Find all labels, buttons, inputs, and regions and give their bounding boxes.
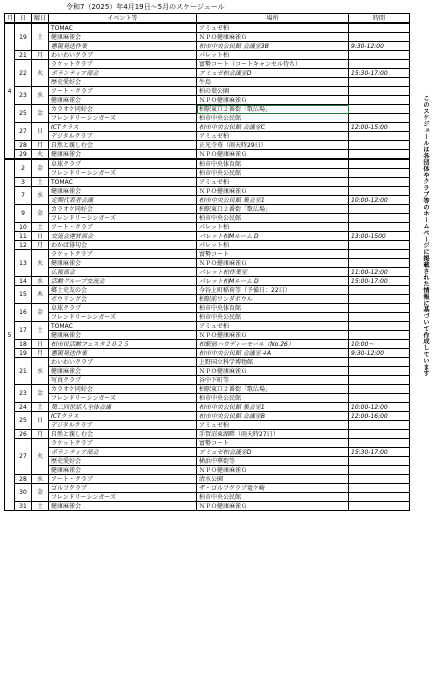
event-cell[interactable]: わかば俳句会 xyxy=(49,241,197,250)
place-cell[interactable]: アミュゼ柏 xyxy=(197,23,349,33)
header-weekday: 曜日 xyxy=(32,14,49,24)
event-cell[interactable]: フレンドリーシンガーズ xyxy=(49,214,197,223)
event-cell[interactable]: ゴルフクラブ xyxy=(49,484,197,493)
time-cell[interactable] xyxy=(349,304,410,313)
place-cell[interactable]: 柏の葉公園 xyxy=(197,87,349,96)
table-row xyxy=(5,421,410,430)
place-cell[interactable]: 今谷上町稲荷等（予備日：22日） xyxy=(197,286,349,295)
table-row xyxy=(5,141,410,150)
weekday-cell: 金 xyxy=(32,159,49,178)
event-cell[interactable]: フレンドリーシンガーズ xyxy=(49,169,197,178)
time-cell[interactable] xyxy=(349,466,410,475)
event-cell[interactable]: 健康麻雀会 xyxy=(49,150,197,160)
time-cell[interactable]: 10:00～ xyxy=(349,340,410,349)
place-cell[interactable]: 柏駅東口２番街「歌広場」 xyxy=(197,205,349,214)
event-cell[interactable]: 健康麻雀会 xyxy=(49,187,197,196)
place-cell[interactable]: 清水公園 xyxy=(197,475,349,484)
place-cell[interactable]: 柏駅前ハウディーモール（No.26） xyxy=(197,340,349,349)
day-cell: 7 xyxy=(15,187,32,205)
place-cell[interactable]: ＮＰＯ健康麻雀Ｇ xyxy=(197,96,349,105)
event-cell[interactable]: 歴史愛好会 xyxy=(49,78,197,87)
place-cell[interactable]: ＮＰＯ健康麻雀Ｇ xyxy=(197,466,349,475)
time-cell[interactable] xyxy=(349,223,410,232)
month-cell: 5 xyxy=(5,159,15,511)
weekday-cell: 水 xyxy=(32,358,49,385)
place-cell[interactable]: 柏市中央公民館 xyxy=(197,493,349,502)
event-cell[interactable]: 写真クラブ xyxy=(49,376,197,385)
table-row xyxy=(5,475,410,484)
time-cell[interactable]: 15:00-17:00 xyxy=(349,277,410,286)
event-cell[interactable]: ICTクラス xyxy=(49,123,197,132)
weekday-cell: 月 xyxy=(32,51,49,60)
weekday-cell: 月 xyxy=(32,349,49,358)
table-row xyxy=(5,132,410,141)
day-cell: 22 xyxy=(15,60,32,87)
weekday-cell: 土 xyxy=(32,403,49,412)
place-cell[interactable]: アミュゼ柏 xyxy=(197,421,349,430)
day-cell: 31 xyxy=(15,502,32,511)
place-cell[interactable]: ザ・ゴルフクラブ竜ケ崎 xyxy=(197,484,349,493)
event-cell[interactable]: ICTクラス xyxy=(49,412,197,421)
day-cell: 15 xyxy=(15,286,32,304)
table-row xyxy=(5,205,410,214)
table-row xyxy=(5,96,410,105)
place-cell[interactable]: 正光寺苺（雨天時29日） xyxy=(197,141,349,150)
event-cell[interactable]: フレンドリーシンガーズ xyxy=(49,394,197,403)
time-cell[interactable] xyxy=(349,33,410,42)
weekday-cell: 火 xyxy=(32,60,49,87)
header-row xyxy=(5,14,410,24)
time-cell[interactable] xyxy=(349,187,410,196)
event-cell[interactable]: 活動グループ交流会 xyxy=(49,277,197,286)
place-cell[interactable]: 柏駅前ワンダボウル xyxy=(197,295,349,304)
weekday-cell: 金 xyxy=(32,105,49,123)
place-cell[interactable]: パレット柏Mルーム D xyxy=(197,232,349,241)
weekday-cell: 水 xyxy=(32,87,49,105)
day-cell: 21 xyxy=(15,358,32,385)
table-row xyxy=(5,223,410,232)
table-row xyxy=(5,403,410,412)
place-cell[interactable]: アミュゼ柏 xyxy=(197,322,349,331)
table-row xyxy=(5,376,410,385)
weekday-cell: 火 xyxy=(32,250,49,277)
event-cell[interactable]: 健康麻雀会 xyxy=(49,367,197,376)
time-cell[interactable]: 11:00-12:00 xyxy=(349,268,410,277)
event-cell[interactable]: アート・クラブ xyxy=(49,475,197,484)
event-cell[interactable]: フレンドリーシンガーズ xyxy=(49,114,197,123)
weekday-cell: 日 xyxy=(32,123,49,141)
weekday-cell: 火 xyxy=(32,439,49,475)
place-cell[interactable]: 柏市中央体育館 xyxy=(197,304,349,313)
time-cell[interactable] xyxy=(349,394,410,403)
place-cell[interactable]: 柏市中央公民館 xyxy=(197,214,349,223)
table-row xyxy=(5,484,410,493)
place-cell[interactable]: 柏市中央公民館 xyxy=(197,394,349,403)
table-row xyxy=(5,178,410,187)
weekday-cell: 月 xyxy=(32,241,49,250)
time-cell[interactable] xyxy=(349,502,410,511)
weekday-cell: 水 xyxy=(32,277,49,286)
event-cell[interactable]: 健康麻雀会 xyxy=(49,33,197,42)
day-cell: 27 xyxy=(15,123,32,141)
event-cell[interactable]: 広報部会 xyxy=(49,268,197,277)
event-cell[interactable]: 自然と親しむ会 xyxy=(49,141,197,150)
time-cell[interactable] xyxy=(349,367,410,376)
day-cell: 29 xyxy=(15,150,32,160)
event-cell[interactable]: 健康麻雀会 xyxy=(49,502,197,511)
time-cell[interactable] xyxy=(349,484,410,493)
event-cell[interactable]: わいわいクラブ xyxy=(49,51,197,60)
event-cell[interactable]: アート・クラブ xyxy=(49,87,197,96)
table-row xyxy=(5,33,410,42)
weekday-cell: 日 xyxy=(32,412,49,430)
event-cell[interactable]: TOMAC xyxy=(49,178,197,187)
time-cell[interactable]: 10:00-12:00 xyxy=(349,403,410,412)
event-cell[interactable]: 自然と親しむ会 xyxy=(49,430,197,439)
month-cell: 4 xyxy=(5,23,15,159)
place-cell[interactable]: 富勢コート（コートキャンセル待ち） xyxy=(197,60,349,69)
day-cell: 28 xyxy=(15,141,32,150)
table-row xyxy=(5,340,410,349)
event-cell[interactable]: フレンドリーシンガーズ xyxy=(49,313,197,322)
event-cell[interactable]: 定期代表者会議 xyxy=(49,196,197,205)
place-cell[interactable]: 富勢コート xyxy=(197,439,349,448)
time-cell[interactable] xyxy=(349,114,410,123)
time-cell[interactable] xyxy=(349,358,410,367)
place-cell[interactable]: パレット柏 xyxy=(197,51,349,60)
event-cell[interactable]: 健康麻雀会 xyxy=(49,96,197,105)
time-cell[interactable] xyxy=(349,385,410,394)
time-cell[interactable]: 9:30-12:00 xyxy=(349,349,410,358)
table-row xyxy=(5,187,410,196)
place-cell[interactable]: アミュゼ柏 xyxy=(197,178,349,187)
time-cell[interactable] xyxy=(349,457,410,466)
place-cell[interactable]: アミュゼ柏会議室D xyxy=(197,69,349,78)
weekday-cell: 金 xyxy=(32,205,49,223)
table-row xyxy=(5,268,410,277)
place-cell[interactable]: 柏市中央公民館 集会室1 xyxy=(197,403,349,412)
table-row xyxy=(5,277,410,286)
event-cell[interactable]: 郷土史友の会 xyxy=(49,286,197,295)
weekday-cell: 土 xyxy=(32,223,49,232)
place-cell[interactable]: 柏市中央公民館 xyxy=(197,169,349,178)
event-cell[interactable]: ラケットクラブ xyxy=(49,60,197,69)
table-row xyxy=(5,87,410,96)
weekday-cell: 日 xyxy=(32,232,49,241)
time-cell[interactable]: 12:00-16:00 xyxy=(349,412,410,421)
table-row xyxy=(5,394,410,403)
event-cell[interactable]: 健康麻雀会 xyxy=(49,466,197,475)
header-place: 場所 xyxy=(197,14,349,24)
table-row xyxy=(5,304,410,313)
time-cell[interactable] xyxy=(349,51,410,60)
table-row xyxy=(5,358,410,367)
weekday-cell: 土 xyxy=(32,502,49,511)
day-cell: 30 xyxy=(15,484,32,502)
month-block xyxy=(5,159,410,511)
place-cell[interactable]: ＮＰＯ健康麻雀Ｇ xyxy=(197,502,349,511)
side-note: このスケジュールは各団体やクラブ等のホームページに掲載された情報に基づいて作成しています xyxy=(422,95,429,377)
place-cell[interactable]: アミュゼ柏会議室D xyxy=(197,448,349,457)
time-cell[interactable] xyxy=(349,87,410,96)
weekday-cell: 月 xyxy=(32,141,49,150)
place-cell[interactable]: 牛島 xyxy=(197,78,349,87)
day-cell: 17 xyxy=(15,322,32,340)
event-cell[interactable]: デジタルクラブ xyxy=(49,132,197,141)
event-cell[interactable]: 歴史愛好会 xyxy=(49,457,197,466)
day-cell: 21 xyxy=(15,51,32,60)
event-cell[interactable]: 柏市民活動フェスタ２０２５ xyxy=(49,340,197,349)
time-cell[interactable] xyxy=(349,295,410,304)
day-cell: 23 xyxy=(15,385,32,403)
table-row xyxy=(5,123,410,132)
place-cell[interactable]: 手賀沼東湖畔（雨天時27日） xyxy=(197,430,349,439)
event-cell[interactable]: 交流会運営部会 xyxy=(49,232,197,241)
month-block xyxy=(5,23,410,159)
time-cell[interactable] xyxy=(349,205,410,214)
time-cell[interactable] xyxy=(349,439,410,448)
time-cell[interactable] xyxy=(349,322,410,331)
weekday-cell: 日 xyxy=(32,340,49,349)
table-row xyxy=(5,78,410,87)
place-cell[interactable]: 柏市中央公民館 会議室B xyxy=(197,412,349,421)
table-row xyxy=(5,439,410,448)
table-row xyxy=(5,457,410,466)
place-cell[interactable]: ＮＰＯ健康麻雀Ｇ xyxy=(197,259,349,268)
time-cell[interactable] xyxy=(349,96,410,105)
time-cell[interactable] xyxy=(349,475,410,484)
place-cell[interactable]: 上野国立科学博物館 xyxy=(197,358,349,367)
table-row xyxy=(5,232,410,241)
event-cell[interactable]: TOMAC xyxy=(49,23,197,33)
time-cell[interactable] xyxy=(349,23,410,33)
table-row xyxy=(5,286,410,295)
place-cell[interactable]: ＮＰＯ健康麻雀Ｇ xyxy=(197,331,349,340)
time-cell[interactable] xyxy=(349,376,410,385)
table-row xyxy=(5,69,410,78)
place-cell[interactable]: 柏市中央公民館 会議室C xyxy=(197,123,349,132)
event-cell[interactable]: ラケットクラブ xyxy=(49,439,197,448)
table-row xyxy=(5,385,410,394)
event-cell[interactable]: ラケットクラブ xyxy=(49,250,197,259)
place-cell[interactable]: 柏市中央公民館 集会室1 xyxy=(197,196,349,205)
weekday-cell: 木 xyxy=(32,286,49,304)
time-cell[interactable] xyxy=(349,250,410,259)
day-cell: 3 xyxy=(15,178,32,187)
place-cell[interactable]: 柏駅東口２番街「歌広場」 xyxy=(197,385,349,394)
event-cell[interactable]: 健康麻雀会 xyxy=(49,331,197,340)
table-row xyxy=(5,159,410,169)
time-cell[interactable]: 13:00-1500 xyxy=(349,232,410,241)
weekday-cell: 水 xyxy=(32,187,49,205)
event-cell[interactable]: アート・クラブ xyxy=(49,223,197,232)
place-cell[interactable]: ＮＰＯ健康麻雀Ｇ xyxy=(197,187,349,196)
time-cell[interactable] xyxy=(349,78,410,87)
time-cell[interactable] xyxy=(349,241,410,250)
table-row xyxy=(5,493,410,502)
event-cell[interactable]: 第二回世話人全体会議 xyxy=(49,403,197,412)
table-row xyxy=(5,259,410,268)
time-cell[interactable] xyxy=(349,178,410,187)
table-row xyxy=(5,502,410,511)
table-row xyxy=(5,250,410,259)
table-row xyxy=(5,241,410,250)
place-cell[interactable]: パレット柏作業室 xyxy=(197,268,349,277)
day-cell: 27 xyxy=(15,439,32,475)
schedule-table xyxy=(4,13,410,511)
day-cell: 14 xyxy=(15,277,32,286)
event-cell[interactable]: デジタルクラブ xyxy=(49,421,197,430)
event-cell[interactable]: 憲親発送作業 xyxy=(49,349,197,358)
table-row xyxy=(5,214,410,223)
event-cell[interactable]: ボランティア部会 xyxy=(49,448,197,457)
day-cell: 18 xyxy=(15,340,32,349)
table-row xyxy=(5,150,410,160)
place-cell[interactable]: ＮＰＯ健康麻雀Ｇ xyxy=(197,367,349,376)
weekday-cell: 金 xyxy=(32,385,49,403)
time-cell[interactable] xyxy=(349,259,410,268)
time-cell[interactable] xyxy=(349,313,410,322)
time-cell[interactable] xyxy=(349,132,410,141)
event-cell[interactable]: ボランティア部会 xyxy=(49,69,197,78)
table-row xyxy=(5,23,410,33)
time-cell[interactable]: 15:30-17:00 xyxy=(349,448,410,457)
day-cell: 12 xyxy=(15,241,32,250)
table-row xyxy=(5,114,410,123)
page-title: 令和7（2025）年4月19日～5月のスケージュール xyxy=(66,3,225,11)
table-row xyxy=(5,331,410,340)
header-month: 月 xyxy=(5,14,15,24)
place-cell[interactable]: パレット柏 xyxy=(197,241,349,250)
weekday-cell: 火 xyxy=(32,150,49,160)
weekday-cell: 月 xyxy=(32,430,49,439)
time-cell[interactable] xyxy=(349,430,410,439)
time-cell[interactable] xyxy=(349,493,410,502)
table-row xyxy=(5,322,410,331)
time-cell[interactable] xyxy=(349,421,410,430)
event-cell[interactable]: フレンドリーシンガーズ xyxy=(49,493,197,502)
event-cell[interactable]: TOMAC xyxy=(49,322,197,331)
place-cell[interactable]: 横浜中華街等 xyxy=(197,457,349,466)
weekday-cell: 金 xyxy=(32,484,49,502)
day-cell: 28 xyxy=(15,475,32,484)
table-row xyxy=(5,430,410,439)
day-cell: 19 xyxy=(15,23,32,51)
table-row xyxy=(5,60,410,69)
place-cell[interactable]: 柏市中央公民館 会議室４A xyxy=(197,349,349,358)
place-cell[interactable]: 谷中下町等 xyxy=(197,376,349,385)
time-cell[interactable] xyxy=(349,159,410,169)
place-cell[interactable]: 柏市中央公民館 xyxy=(197,313,349,322)
weekday-cell: 土 xyxy=(32,322,49,340)
day-cell: 26 xyxy=(15,430,32,439)
weekday-cell: 水 xyxy=(32,475,49,484)
place-cell[interactable]: 柏市中央公民館 会議室3B xyxy=(197,42,349,51)
time-cell[interactable] xyxy=(349,60,410,69)
event-cell[interactable]: 卓球クラブ xyxy=(49,304,197,313)
place-cell[interactable]: ＮＰＯ健康麻雀Ｇ xyxy=(197,33,349,42)
time-cell[interactable] xyxy=(349,141,410,150)
event-cell[interactable]: 健康麻雀会 xyxy=(49,259,197,268)
time-cell[interactable]: 15:30-17:00 xyxy=(349,69,410,78)
day-cell: 24 xyxy=(15,403,32,412)
day-cell: 19 xyxy=(15,349,32,358)
place-cell[interactable]: 柏市中央公民館 xyxy=(197,114,349,123)
day-cell: 10 xyxy=(15,223,32,232)
event-cell[interactable]: 憲親発送作業 xyxy=(49,42,197,51)
day-cell: 23 xyxy=(15,87,32,105)
event-cell[interactable]: ボウリング会 xyxy=(49,295,197,304)
place-cell[interactable]: 柏駅東口２番街「歌広場」 xyxy=(197,105,349,114)
time-cell[interactable] xyxy=(349,286,410,295)
table-row xyxy=(5,105,410,114)
time-cell[interactable] xyxy=(349,150,410,160)
day-cell: 25 xyxy=(15,412,32,430)
day-cell: 13 xyxy=(15,250,32,277)
time-cell[interactable]: 9:30-12:00 xyxy=(349,42,410,51)
time-cell[interactable] xyxy=(349,169,410,178)
weekday-cell: 土 xyxy=(32,23,49,51)
table-row xyxy=(5,313,410,322)
header-day: 日 xyxy=(15,14,32,24)
place-cell[interactable]: ＮＰＯ健康麻雀Ｇ xyxy=(197,150,349,160)
table-row xyxy=(5,169,410,178)
event-cell[interactable]: カラオケ同好会 xyxy=(49,105,197,114)
weekday-cell: 金 xyxy=(32,304,49,322)
event-cell[interactable]: カラオケ同好会 xyxy=(49,205,197,214)
event-cell[interactable]: 卓球クラブ xyxy=(49,159,197,169)
table-row xyxy=(5,51,410,60)
time-cell[interactable] xyxy=(349,214,410,223)
time-cell[interactable]: 10:00-12:00 xyxy=(349,196,410,205)
header-time: 時間 xyxy=(349,14,410,24)
place-cell[interactable]: 富勢コート xyxy=(197,250,349,259)
day-cell: 11 xyxy=(15,232,32,241)
day-cell: 25 xyxy=(15,105,32,123)
header-event: イベント等 xyxy=(49,14,197,24)
table-row xyxy=(5,42,410,51)
day-cell: 9 xyxy=(15,205,32,223)
day-cell: 2 xyxy=(15,159,32,178)
place-cell[interactable]: 柏市中央体育館 xyxy=(197,159,349,169)
event-cell[interactable]: カラオケ同好会 xyxy=(49,385,197,394)
table-row xyxy=(5,295,410,304)
place-cell[interactable]: パレット柏Mルーム D xyxy=(197,277,349,286)
day-cell: 16 xyxy=(15,304,32,322)
weekday-cell: 土 xyxy=(32,178,49,187)
table-row xyxy=(5,349,410,358)
time-cell[interactable]: 12:00-15:00 xyxy=(349,123,410,132)
event-cell[interactable]: わいわいクラブ xyxy=(49,358,197,367)
table-row xyxy=(5,196,410,205)
table-row xyxy=(5,367,410,376)
place-cell[interactable]: アミュゼ柏 xyxy=(197,132,349,141)
place-cell[interactable]: パレット柏 xyxy=(197,223,349,232)
time-cell[interactable] xyxy=(349,105,410,114)
table-row xyxy=(5,412,410,421)
time-cell[interactable] xyxy=(349,331,410,340)
table-row xyxy=(5,448,410,457)
table-row xyxy=(5,466,410,475)
